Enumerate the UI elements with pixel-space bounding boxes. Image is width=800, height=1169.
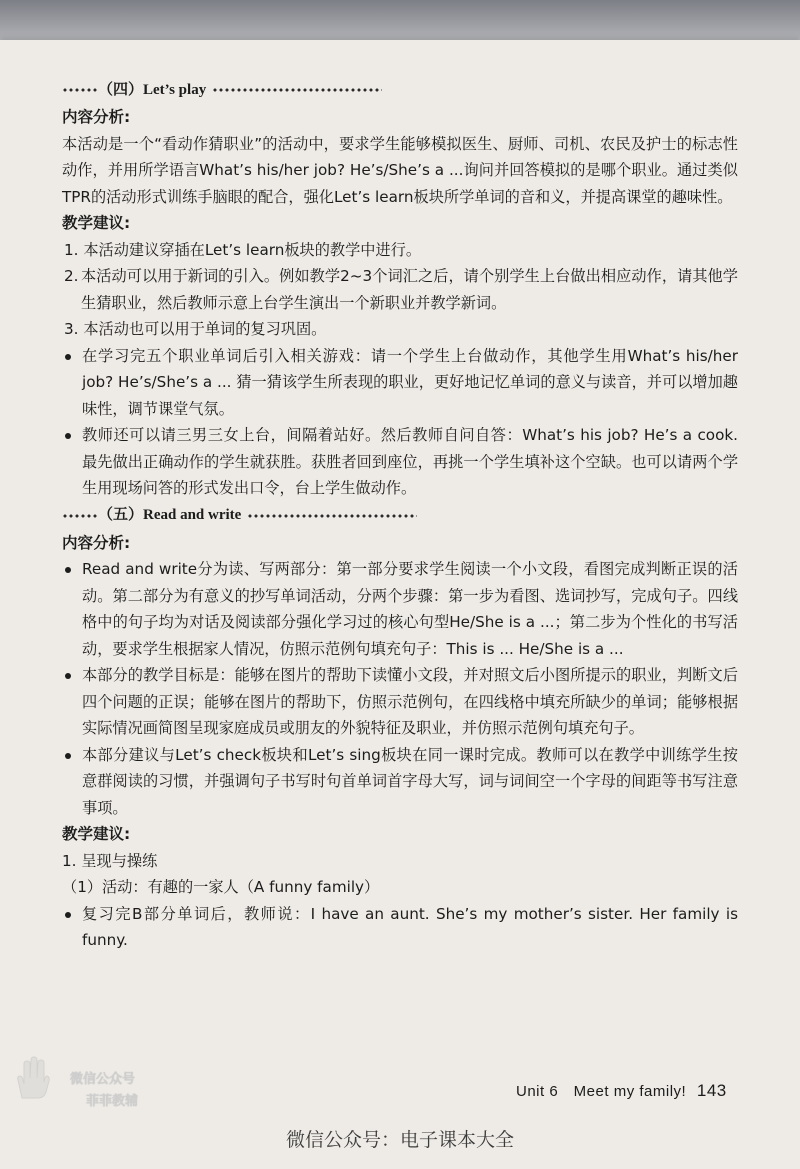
wavy-line-decoration: [62, 512, 98, 520]
section-5-heading: [62, 502, 738, 530]
numbered-item: [62, 316, 738, 343]
analysis-label: 内容分析:: [62, 108, 131, 126]
unit-title: Unit 6 Meet my family!: [516, 1083, 687, 1100]
item-text: 本活动建议穿插在Let’s learn板块的教学中进行。: [83, 240, 422, 259]
analysis-paragraph: 本活动是一个“看动作猜职业”的活动中，要求学生能够模拟医生、厨师、司机、农民及护士的标志性动作，并用所学语言What’s his/her job? He’s/She’s a ...询问并回答模拟的是哪个职业。通过类似TPR的活动形式训练手脑眼的配合，强化Let’s learn板块所学单词的音和义，并提高课堂的趣味性。: [62, 134, 738, 206]
watermark-line2: 菲菲教辅: [86, 1094, 139, 1109]
item-number: 1.: [64, 240, 79, 259]
item-text: 本活动可以用于新词的引入。例如教学2~3个词汇之后，请个别学生上台做出相应动作，请其他学生猜职业，然后教师示意上台学生演出一个新职业并教学新词。: [81, 267, 738, 312]
bottom-watermark: 微信公众号：电子课本大全: [285, 1129, 514, 1151]
bullet-item: 本部分建议与Let’s check板块和Let’s sing板块在同一课时完成。教师可以在教学中训练学生按意群阅读的习惯，并强调句子书写时句首单词首字母大写，词与词间空一个字母的间距等书写注意事项。: [62, 742, 738, 822]
bullet-item: 在学习完五个职业单词后引入相关游戏：请一个学生上台做动作，其他学生用What’s his/her job? He’s/She’s a ... 猜一猜该学生所表现的职业，更好地记忆单词的意义与读音，并可以增加趣味性，调节课堂气氛。: [62, 343, 738, 423]
page-number: 143: [696, 1081, 727, 1100]
analysis-label: 内容分析:: [62, 533, 131, 552]
bullet-item: 本部分的教学目标是：能够在图片的帮助下读懂小文段，并对照文后小图所提示的职业，判断文后四个问题的正误；能够在图片的帮助下，仿照示范例句，在四线格中填充所缺少的单词；能够根据实际情况画简图呈现家庭成员或朋友的外貌特征及职业，并仿照示范例句填充句子。: [62, 662, 738, 742]
section-4-heading: [62, 76, 738, 104]
hand-icon: [10, 1056, 50, 1100]
item-number: 3.: [64, 320, 79, 338]
numbered-item: [62, 237, 738, 264]
section-5-title: （五）Read and write: [98, 507, 242, 524]
bullet-item: Read and write分为读、写两部分：第一部分要求学生阅读一个小文段，看图完成判断正误的活动。第二部分为有意义的抄写单词活动，分两个步骤：第一步为看图、选词抄写，完成句子。四线格中的句子均为对话及阅读部分强化学习过的核心句型He/She is a ...；第二步为个性化的书写活动，要求学生根据家人情况，仿照示范例句填充句子：This is ... He/She is a ...: [62, 556, 738, 662]
step-heading: 1. 呈现与操练: [62, 851, 158, 870]
numbered-item: [62, 263, 738, 316]
bullet-item: 教师还可以请三男三女上台，间隔着站好。然后教师自问自答：What’s his job? He’s a cook. 最先做出正确动作的学生就获胜。获胜者回到座位，再挑一个学生填补这个空缺。也可以请两个学生用现场问答的形式发出口令，台上学生做动作。: [62, 422, 738, 502]
suggestion-label: 教学建议:: [62, 214, 131, 232]
wavy-line-decoration: [247, 512, 417, 520]
watermark-logo: [6, 1048, 146, 1128]
watermark-line1: 微信公众号: [70, 1072, 136, 1087]
section-4-title: （四）Let’s play: [98, 81, 207, 98]
page-content: [62, 76, 738, 954]
activity-heading: （1）活动：有趣的一家人（A funny family）: [62, 878, 380, 896]
wavy-line-decoration: [212, 86, 382, 94]
item-text: 本活动也可以用于单词的复习巩固。: [83, 320, 327, 338]
suggestion-label: 教学建议:: [62, 825, 131, 843]
wavy-line-decoration: [62, 86, 98, 94]
item-number: 2.: [64, 267, 79, 285]
bullet-item: 复习完B部分单词后，教师说：I have an aunt. She’s my mother’s sister. Her family is funny.: [62, 901, 738, 954]
page-footer: [516, 1080, 727, 1101]
